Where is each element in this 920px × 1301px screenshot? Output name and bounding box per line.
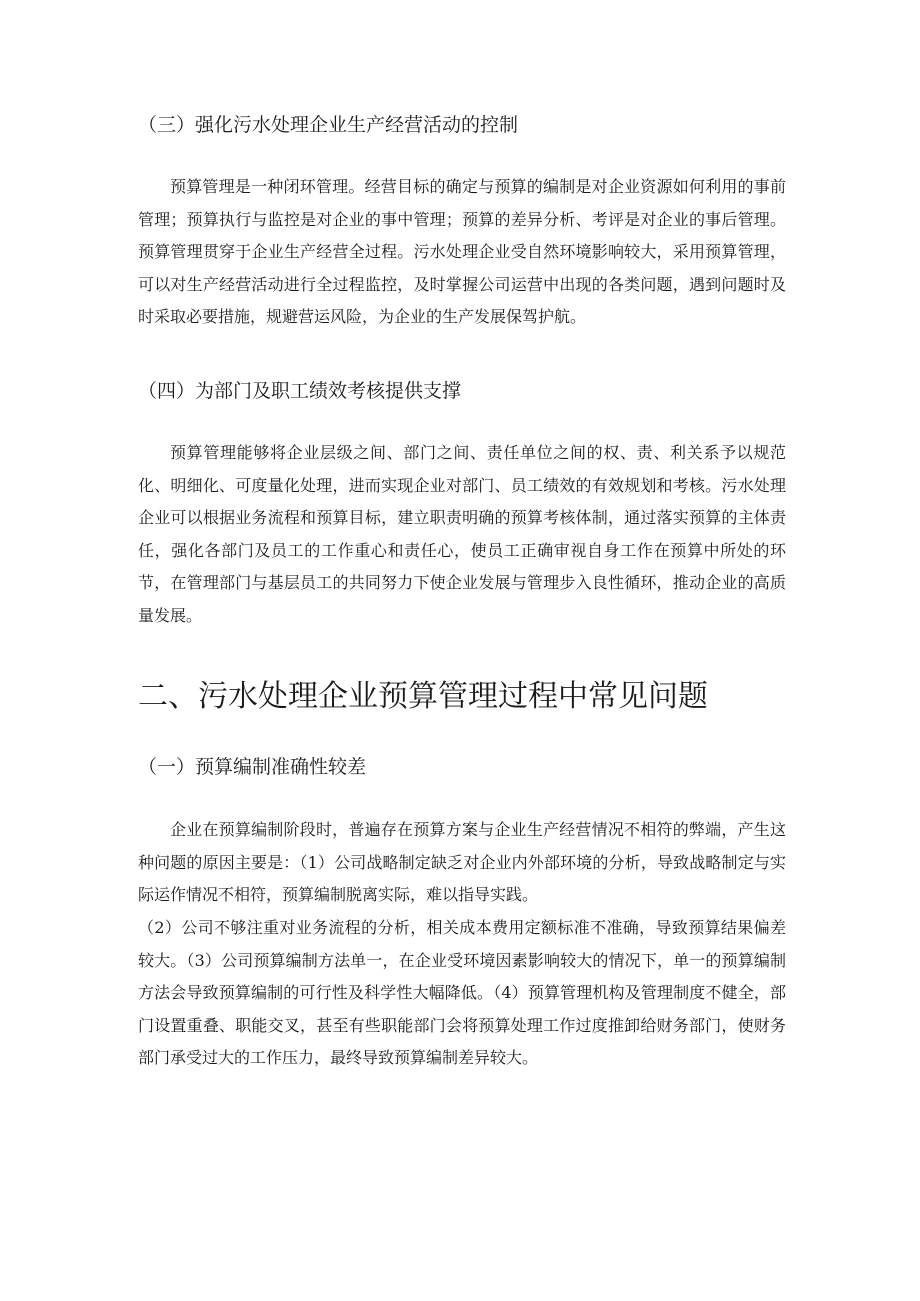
section-3-paragraph: 预算管理是一种闭环管理。经营目标的确定与预算的编制是对企业资源如何利用的事前管理；预算执行与监控是对企业的事中管理；预算的差异分析、考评是对企业的事后管理。预算管理贯穿于企业生产经营全过程。污水处理企业受自然环境影响较大，采用预算管理，可以对生产经营活动进行全过程监控，及时掌握公司运营中出现的各类问题，遇到问题时及时采取必要措施，规避营运风险，为企业的生产发展保驾护航。 <box>138 177 786 326</box>
chapter-2-heading: 二、污水处理企业预算管理过程中常见问题 <box>138 679 708 714</box>
section-heading-3: （三）强化污水处理企业生产经营活动的控制 <box>138 114 519 136</box>
section-4-paragraph: 预算管理能够将企业层级之间、部门之间、责任单位之间的权、责、利关系予以规范化、明细化、可度量化处理，进而实现企业对部门、员工绩效的有效规划和考核。污水处理企业可以根据业务流程和预算目标，建立职责明确的预算考核体制，通过落实预算的主体责任，强化各部门及员工的工作重心和责任心，使员工正确审视自身工作在预算中所处的环节，在管理部门与基层员工的共同努力下使企业发展与管理步入良性循环，推动企业的高质量发展。 <box>138 443 786 625</box>
section-heading-2-1: （一）预算编制准确性较差 <box>138 756 367 778</box>
section-2-1-paragraph-1: 企业在预算编制阶段时，普遍存在预算方案与企业生产经营情况不相符的弊端，产生这种问题的原因主要是：（1）公司战略制定缺乏对企业内外部环境的分析，导致战略制定与实际运作情况不相符，预算编制脱离实际，难以指导实践。 <box>138 820 786 904</box>
section-2-1-paragraph-2: （2）公司不够注重对业务流程的分析，相关成本费用定额标准不准确，导致预算结果偏差较大。（3）公司预算编制方法单一，在企业受环境因素影响较大的情况下，单一的预算编制方法会导致预算编制的可行性及科学性大幅降低。（4）预算管理机构及管理制度不健全，部门设置重叠、职能交叉，甚至有些职能部门会将预算处理工作过度推卸给财务部门，使财务部门承受过大的工作压力，最终导致预算编制差异较大。 <box>138 918 786 1067</box>
section-heading-4: （四）为部门及职工绩效考核提供支撑 <box>138 380 462 402</box>
